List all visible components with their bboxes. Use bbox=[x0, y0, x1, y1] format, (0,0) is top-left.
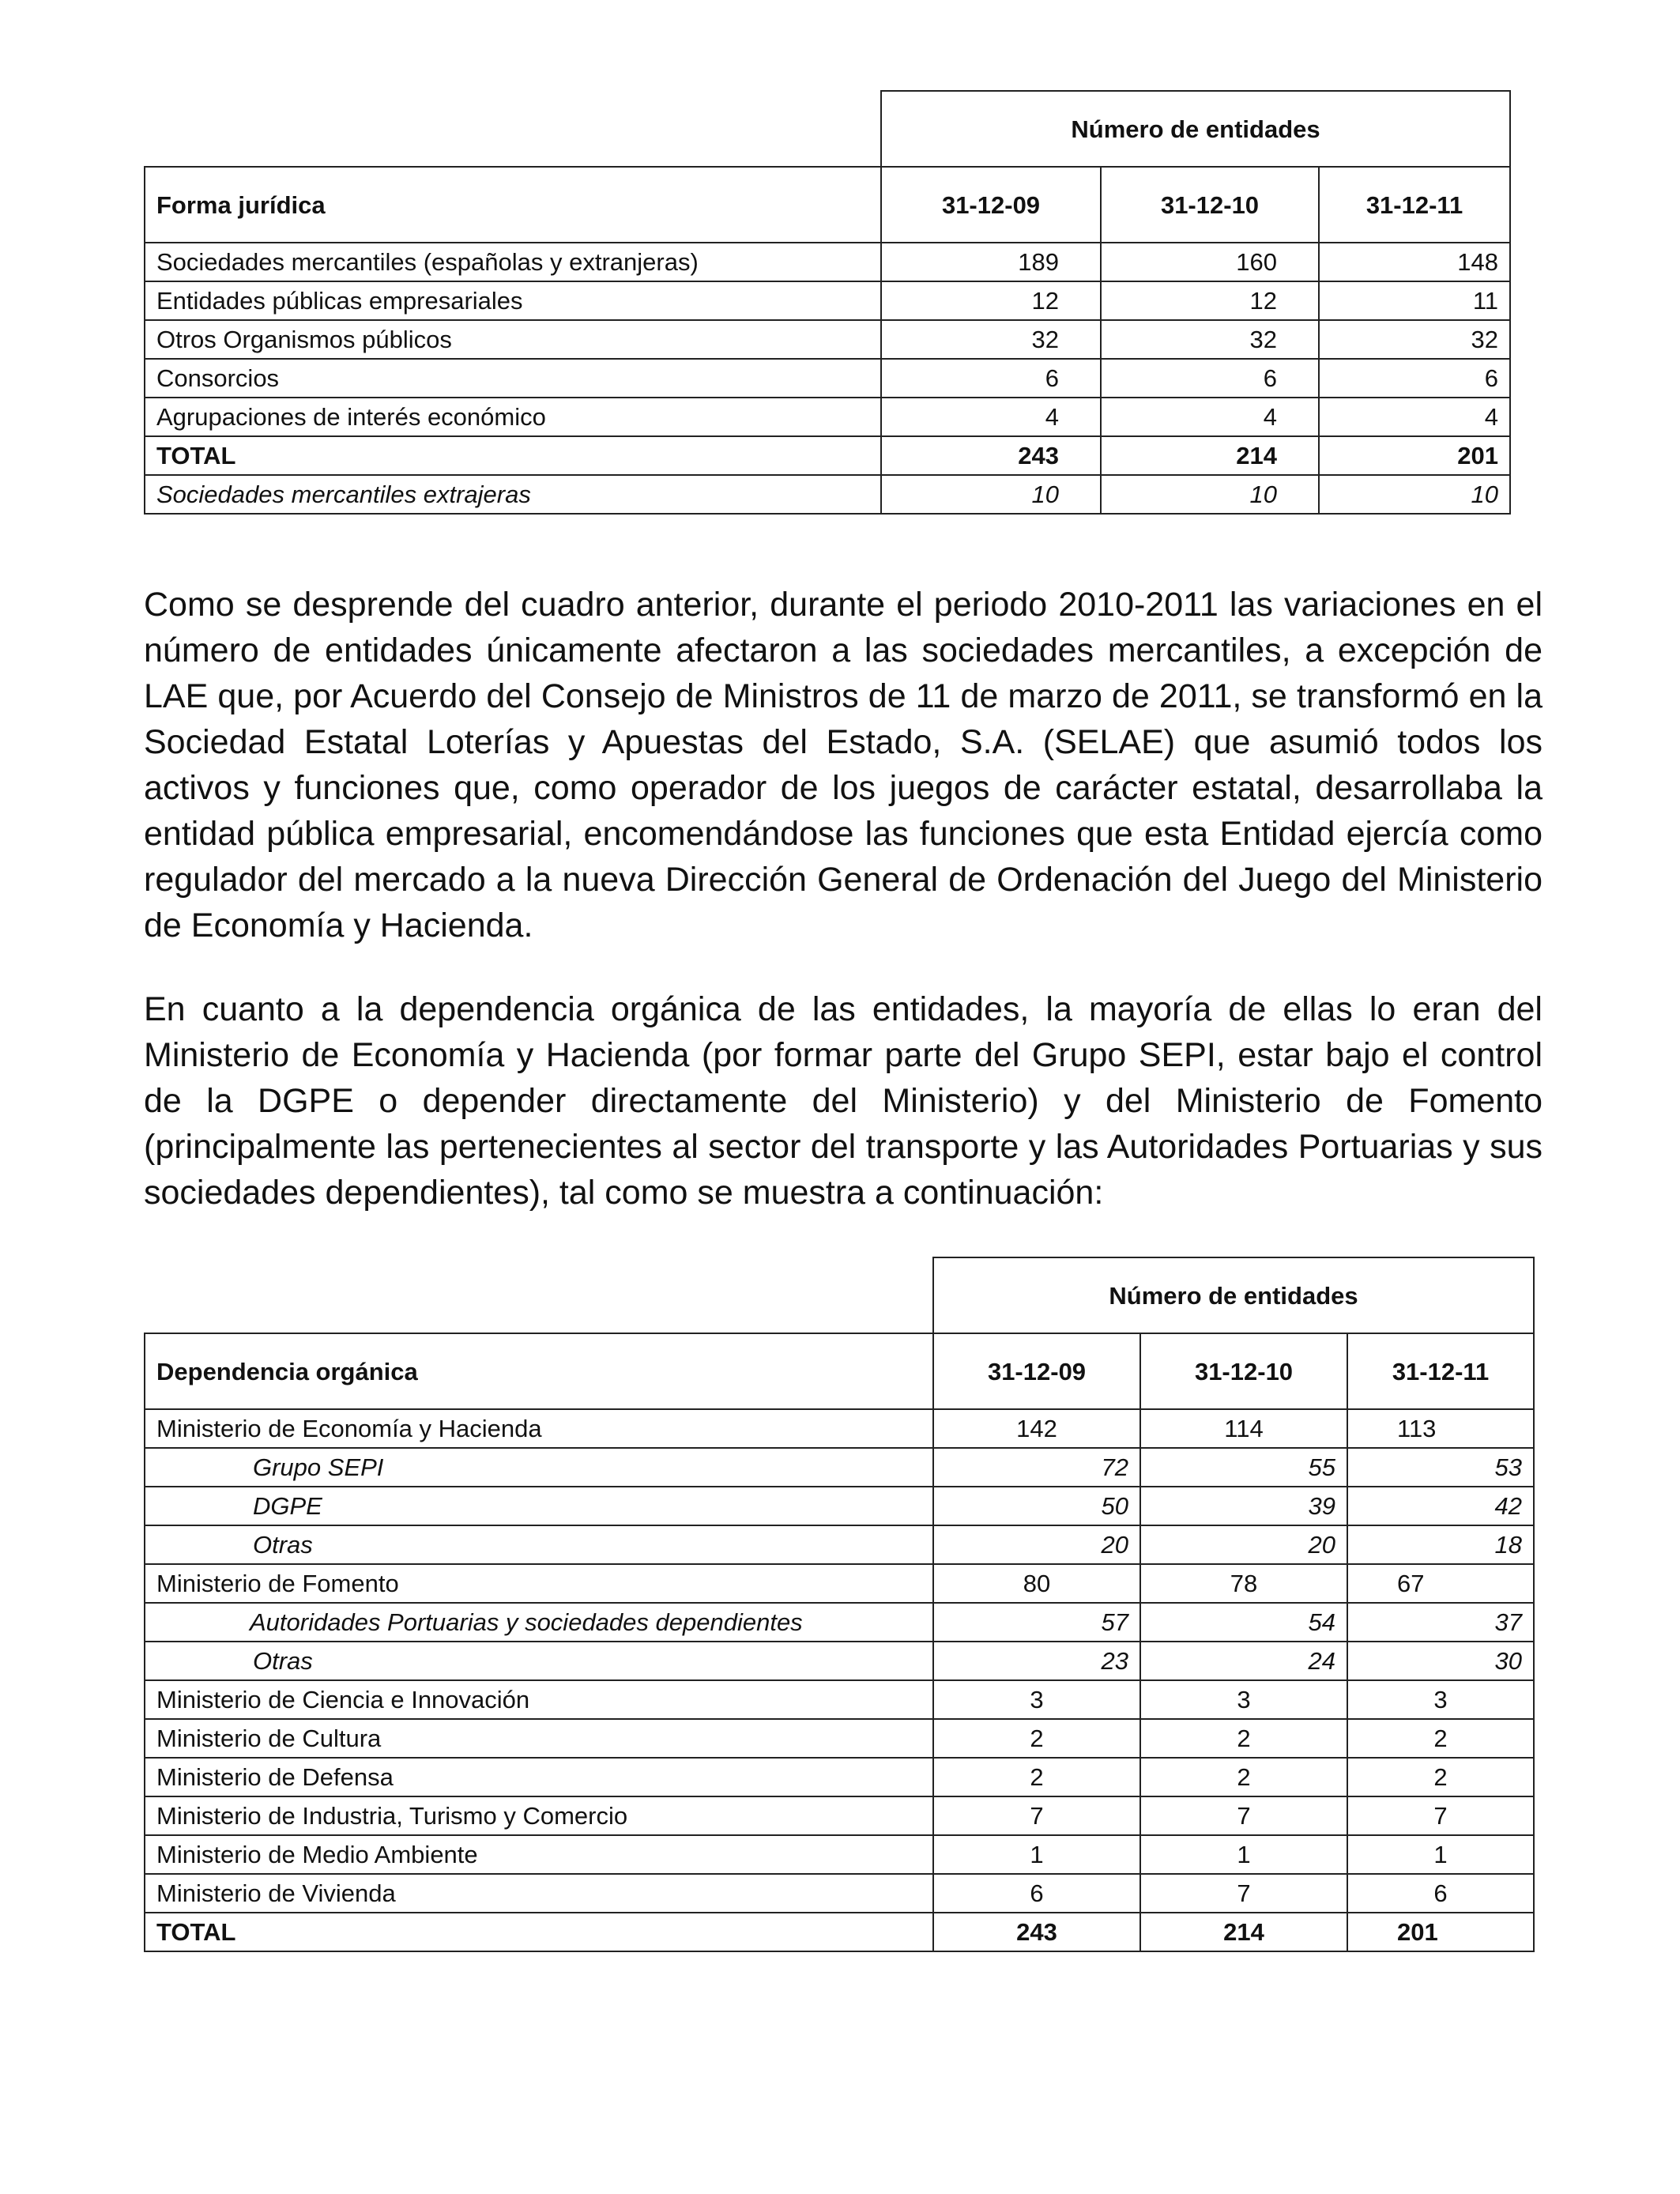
row-label: Ministerio de Economía y Hacienda bbox=[145, 1409, 933, 1448]
value-cell: 6 bbox=[1347, 1874, 1534, 1913]
value-cell: 4 bbox=[1101, 398, 1319, 436]
table-row bbox=[145, 1525, 1534, 1564]
value-cell: 142 bbox=[933, 1409, 1140, 1448]
value-cell: 2 bbox=[1140, 1758, 1347, 1796]
value-cell: 39 bbox=[1140, 1487, 1347, 1525]
total-value: 243 bbox=[933, 1913, 1140, 1951]
group-header-cell: Número de entidades bbox=[933, 1257, 1534, 1333]
value-cell: 148 bbox=[1319, 243, 1510, 281]
value-cell: 4 bbox=[881, 398, 1101, 436]
table-forma-juridica bbox=[144, 90, 1511, 515]
value-cell: 160 bbox=[1101, 243, 1319, 281]
value-cell: 2 bbox=[933, 1758, 1140, 1796]
table-group-header-row bbox=[145, 1257, 1534, 1333]
row-header-cell: Dependencia orgánica bbox=[145, 1333, 933, 1409]
table-row bbox=[145, 1719, 1534, 1758]
total-value: 214 bbox=[1140, 1913, 1347, 1951]
row-label-sub: Otras bbox=[145, 1525, 933, 1564]
value-cell: 7 bbox=[933, 1796, 1140, 1835]
total-value: 243 bbox=[881, 436, 1101, 475]
value-cell: 53 bbox=[1347, 1448, 1534, 1487]
row-label: Ministerio de Vivienda bbox=[145, 1874, 933, 1913]
row-header-cell: Forma jurídica bbox=[145, 167, 881, 243]
total-row bbox=[145, 1913, 1534, 1951]
row-label-sub: Autoridades Portuarias y sociedades dependientes bbox=[145, 1603, 933, 1642]
table-row bbox=[145, 1603, 1534, 1642]
value-cell: 54 bbox=[1140, 1603, 1347, 1642]
row-label: Sociedades mercantiles (españolas y extranjeras) bbox=[145, 243, 881, 281]
value-cell: 6 bbox=[1101, 359, 1319, 398]
value-cell: 32 bbox=[881, 320, 1101, 359]
row-label: Otros Organismos públicos bbox=[145, 320, 881, 359]
year-header-cell: 31-12-11 bbox=[1319, 167, 1510, 243]
value-cell: 2 bbox=[1347, 1719, 1534, 1758]
value-cell: 1 bbox=[1347, 1835, 1534, 1874]
note-label: Sociedades mercantiles extrajeras bbox=[145, 475, 881, 514]
total-row bbox=[145, 436, 1510, 475]
value-cell: 113 bbox=[1347, 1409, 1534, 1448]
value-cell: 32 bbox=[1101, 320, 1319, 359]
value-cell: 7 bbox=[1140, 1796, 1347, 1835]
value-cell: 6 bbox=[933, 1874, 1140, 1913]
row-label: Ministerio de Medio Ambiente bbox=[145, 1835, 933, 1874]
value-cell: 67 bbox=[1347, 1564, 1534, 1603]
total-value: 201 bbox=[1347, 1913, 1534, 1951]
value-cell: 2 bbox=[1347, 1758, 1534, 1796]
value-cell: 78 bbox=[1140, 1564, 1347, 1603]
total-label: TOTAL bbox=[145, 1913, 933, 1951]
value-cell: 12 bbox=[1101, 281, 1319, 320]
table-row bbox=[145, 320, 1510, 359]
year-header-cell: 31-12-09 bbox=[881, 167, 1101, 243]
table-header-row bbox=[145, 1333, 1534, 1409]
note-row bbox=[145, 475, 1510, 514]
value-cell: 114 bbox=[1140, 1409, 1347, 1448]
value-cell: 30 bbox=[1347, 1642, 1534, 1680]
row-label: Ministerio de Fomento bbox=[145, 1564, 933, 1603]
row-label: Agrupaciones de interés económico bbox=[145, 398, 881, 436]
empty-corner bbox=[145, 1257, 933, 1333]
table-row bbox=[145, 1487, 1534, 1525]
row-label-sub: Otras bbox=[145, 1642, 933, 1680]
row-label-sub: Grupo SEPI bbox=[145, 1448, 933, 1487]
value-cell: 37 bbox=[1347, 1603, 1534, 1642]
table-row bbox=[145, 243, 1510, 281]
table-row bbox=[145, 1409, 1534, 1448]
value-cell: 20 bbox=[933, 1525, 1140, 1564]
value-cell: 32 bbox=[1319, 320, 1510, 359]
total-value: 214 bbox=[1101, 436, 1319, 475]
table-row bbox=[145, 1796, 1534, 1835]
value-cell: 6 bbox=[1319, 359, 1510, 398]
value-cell: 23 bbox=[933, 1642, 1140, 1680]
year-header-cell: 31-12-10 bbox=[1140, 1333, 1347, 1409]
value-cell: 3 bbox=[1140, 1680, 1347, 1719]
table-header-row bbox=[145, 167, 1510, 243]
table-row bbox=[145, 359, 1510, 398]
value-cell: 55 bbox=[1140, 1448, 1347, 1487]
value-cell: 57 bbox=[933, 1603, 1140, 1642]
table-row bbox=[145, 1835, 1534, 1874]
year-header-cell: 31-12-09 bbox=[933, 1333, 1140, 1409]
row-label: Entidades públicas empresariales bbox=[145, 281, 881, 320]
value-cell: 4 bbox=[1319, 398, 1510, 436]
note-value: 10 bbox=[1319, 475, 1510, 514]
value-cell: 2 bbox=[1140, 1719, 1347, 1758]
value-cell: 42 bbox=[1347, 1487, 1534, 1525]
value-cell: 7 bbox=[1347, 1796, 1534, 1835]
value-cell: 20 bbox=[1140, 1525, 1347, 1564]
note-value: 10 bbox=[1101, 475, 1319, 514]
row-label-sub: DGPE bbox=[145, 1487, 933, 1525]
row-label: Consorcios bbox=[145, 359, 881, 398]
row-label: Ministerio de Ciencia e Innovación bbox=[145, 1680, 933, 1719]
value-cell: 24 bbox=[1140, 1642, 1347, 1680]
value-cell: 3 bbox=[1347, 1680, 1534, 1719]
row-label: Ministerio de Industria, Turismo y Comercio bbox=[145, 1796, 933, 1835]
body-paragraph: Como se desprende del cuadro anterior, durante el periodo 2010-2011 las variaciones en el número de entidades únicamente afectaron a las sociedades mercantiles, a excepción de LAE que, por Acuerdo del Consejo de Ministros de 11 de marzo de 2011, se transformó en la Sociedad Estatal Loterías y Apuestas del Estado, S.A. (SELAE) que asumió todos los activos y funciones que, como operador de los juegos de carácter estatal, desarrollaba la entidad pública empresarial, encomendándose las funciones que esta Entidad ejercía como regulador del mercado a la nueva Dirección General de Ordenación del Juego del Ministerio de Economía y Hacienda. bbox=[144, 586, 1543, 944]
note-value: 10 bbox=[881, 475, 1101, 514]
value-cell: 3 bbox=[933, 1680, 1140, 1719]
table-row bbox=[145, 281, 1510, 320]
value-cell: 12 bbox=[881, 281, 1101, 320]
row-label: Ministerio de Defensa bbox=[145, 1758, 933, 1796]
value-cell: 72 bbox=[933, 1448, 1140, 1487]
value-cell: 18 bbox=[1347, 1525, 1534, 1564]
row-label: Ministerio de Cultura bbox=[145, 1719, 933, 1758]
total-value: 201 bbox=[1319, 436, 1510, 475]
table-row bbox=[145, 1680, 1534, 1719]
year-header-cell: 31-12-10 bbox=[1101, 167, 1319, 243]
total-label: TOTAL bbox=[145, 436, 881, 475]
group-header-cell: Número de entidades bbox=[881, 91, 1510, 167]
table-row bbox=[145, 1642, 1534, 1680]
year-header-cell: 31-12-11 bbox=[1347, 1333, 1534, 1409]
value-cell: 2 bbox=[933, 1719, 1140, 1758]
value-cell: 50 bbox=[933, 1487, 1140, 1525]
value-cell: 6 bbox=[881, 359, 1101, 398]
value-cell: 7 bbox=[1140, 1874, 1347, 1913]
value-cell: 80 bbox=[933, 1564, 1140, 1603]
value-cell: 11 bbox=[1319, 281, 1510, 320]
table-group-header-row bbox=[145, 91, 1510, 167]
table-row bbox=[145, 1874, 1534, 1913]
value-cell: 189 bbox=[881, 243, 1101, 281]
empty-corner bbox=[145, 91, 881, 167]
table-row bbox=[145, 1448, 1534, 1487]
table-row bbox=[145, 398, 1510, 436]
table-row bbox=[145, 1564, 1534, 1603]
table-row bbox=[145, 1758, 1534, 1796]
value-cell: 1 bbox=[933, 1835, 1140, 1874]
body-paragraph: En cuanto a la dependencia orgánica de las entidades, la mayoría de ellas lo eran del Ministerio de Economía y Hacienda (por formar parte del Grupo SEPI, estar bajo el control de la DGPE o depender directamente del Ministerio) y del Ministerio de Fomento (principalmente las pertenecientes al sector del transporte y las Autoridades Portuarias y sus sociedades dependientes), tal como se muestra a continuación: bbox=[144, 990, 1543, 1212]
table-dependencia-organica bbox=[144, 1257, 1535, 1952]
value-cell: 1 bbox=[1140, 1835, 1347, 1874]
